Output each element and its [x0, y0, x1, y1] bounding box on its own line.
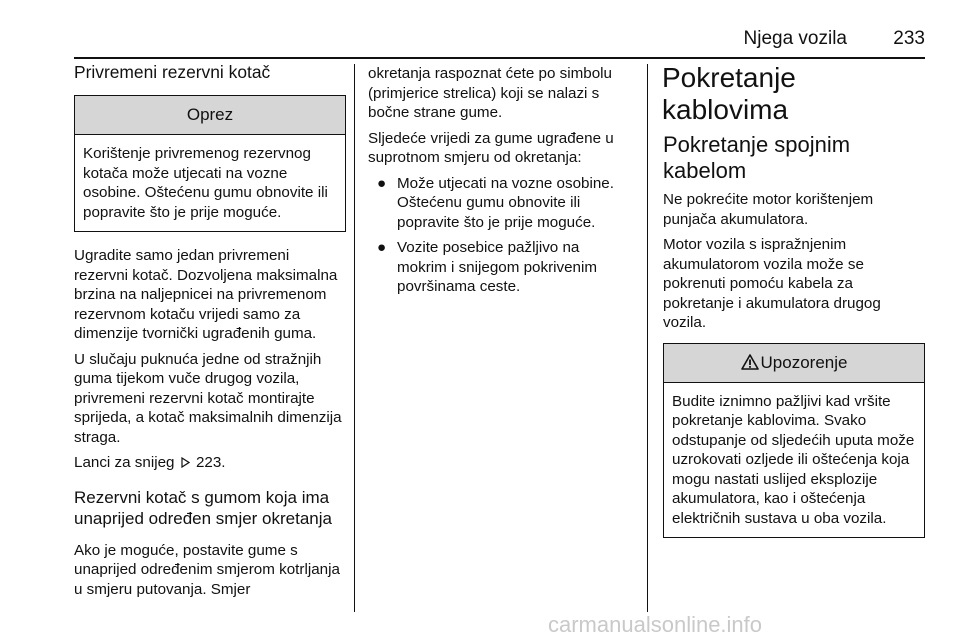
- warning-heading: Upozorenje: [760, 352, 848, 372]
- chapter-title: Njega vozila: [743, 28, 847, 49]
- paragraph: Motor vozila s ispražnjenim akumulatorom vozila može se pokrenuti pomoću kabela za pokretanje i akumulatora drugog vozila.: [663, 236, 881, 331]
- section-title-jump-starting: Pokretanje kablovima: [662, 62, 796, 125]
- page-number: 233: [893, 28, 925, 49]
- watermark: carmanualsonline.info: [548, 612, 763, 637]
- column-divider-1: [354, 64, 355, 612]
- list-item: ● Može utjecati na vozne osobine. Oštećenu gumu obnovite ili popravite što je prije moguće.: [377, 174, 614, 231]
- warning-box: [663, 343, 925, 539]
- column-divider-2: [647, 64, 648, 612]
- header-rule: [74, 57, 925, 59]
- paragraph: Sljedeće vrijedi za gume ugrađene u suprotnom smjeru od okretanja:: [368, 129, 614, 166]
- column-1: [74, 62, 346, 605]
- paragraph: U slučaju puknuća jedne od stražnjih guma tijekom vuče drugog vozila, privremeni rezervni kotač montirajte sprijeda, a kotač maksimalnih dimenzija straga.: [74, 350, 342, 446]
- caution-box: [74, 95, 346, 232]
- bullet-icon: ●: [377, 239, 387, 256]
- bullet-icon: ●: [377, 174, 387, 192]
- column-3: [663, 62, 925, 552]
- subsection-title-jump-cable: Pokretanje spojnim kabelom: [663, 132, 851, 183]
- caution-heading: Oprez: [75, 96, 345, 135]
- caution-text: Korištenje privremenog rezervnog kotača može utjecati na vozne osobine. Oštećenu gumu obnovite ili popravite što je prije moguće.: [83, 145, 328, 221]
- warning-text: Budite iznimno pažljivi kad vršite pokretanje kablovima. Svako odstupanje od sljedećih uputa može uzrokovati ozljede ili oštećenja koja mogu nastati uslijed eksplozije akumulatora, kao i oštećenja električnih sustava u oba vozila.: [672, 392, 915, 527]
- warning-triangle-icon: [741, 346, 759, 362]
- paragraph: Ne pokrećite motor korištenjem punjača akumulatora.: [663, 191, 874, 228]
- reference-text: Lanci za snijeg: [74, 454, 175, 471]
- warning-header: [664, 344, 924, 383]
- subsection-title-directional-tyre: Rezervni kotač s gumom koja ima unaprijed određen smjer okretanja: [74, 487, 332, 528]
- list-item: ● Vozite posebice pažljivo na mokrim i snijegom pokrivenim površinama ceste.: [377, 239, 598, 295]
- bullet-list: [368, 174, 630, 297]
- page-reference-icon: [181, 454, 190, 465]
- paragraph: Ako je moguće, postavite gume s unaprijed određenim smjerom kotrljanja u smjeru putovanja. Smjer: [74, 541, 340, 598]
- reference-page: 223.: [195, 454, 226, 471]
- column-2: [368, 64, 630, 303]
- section-title-temporary-spare: Privremeni rezervni kotač: [74, 62, 271, 82]
- page-header: [74, 26, 925, 56]
- snow-chains-reference: [74, 453, 346, 473]
- paragraph: Ugradite samo jedan privremeni rezervni kotač. Dozvoljena maksimalna brzina na naljepnicei na privremenom rezervnom kotaču vrijedi samo za dimenzije tvornički ugrađenih guma.: [74, 247, 338, 342]
- paragraph: okretanja raspoznat ćete po simbolu (primjerice strelica) koji se nalazi s bočne strane gume.: [368, 65, 612, 121]
